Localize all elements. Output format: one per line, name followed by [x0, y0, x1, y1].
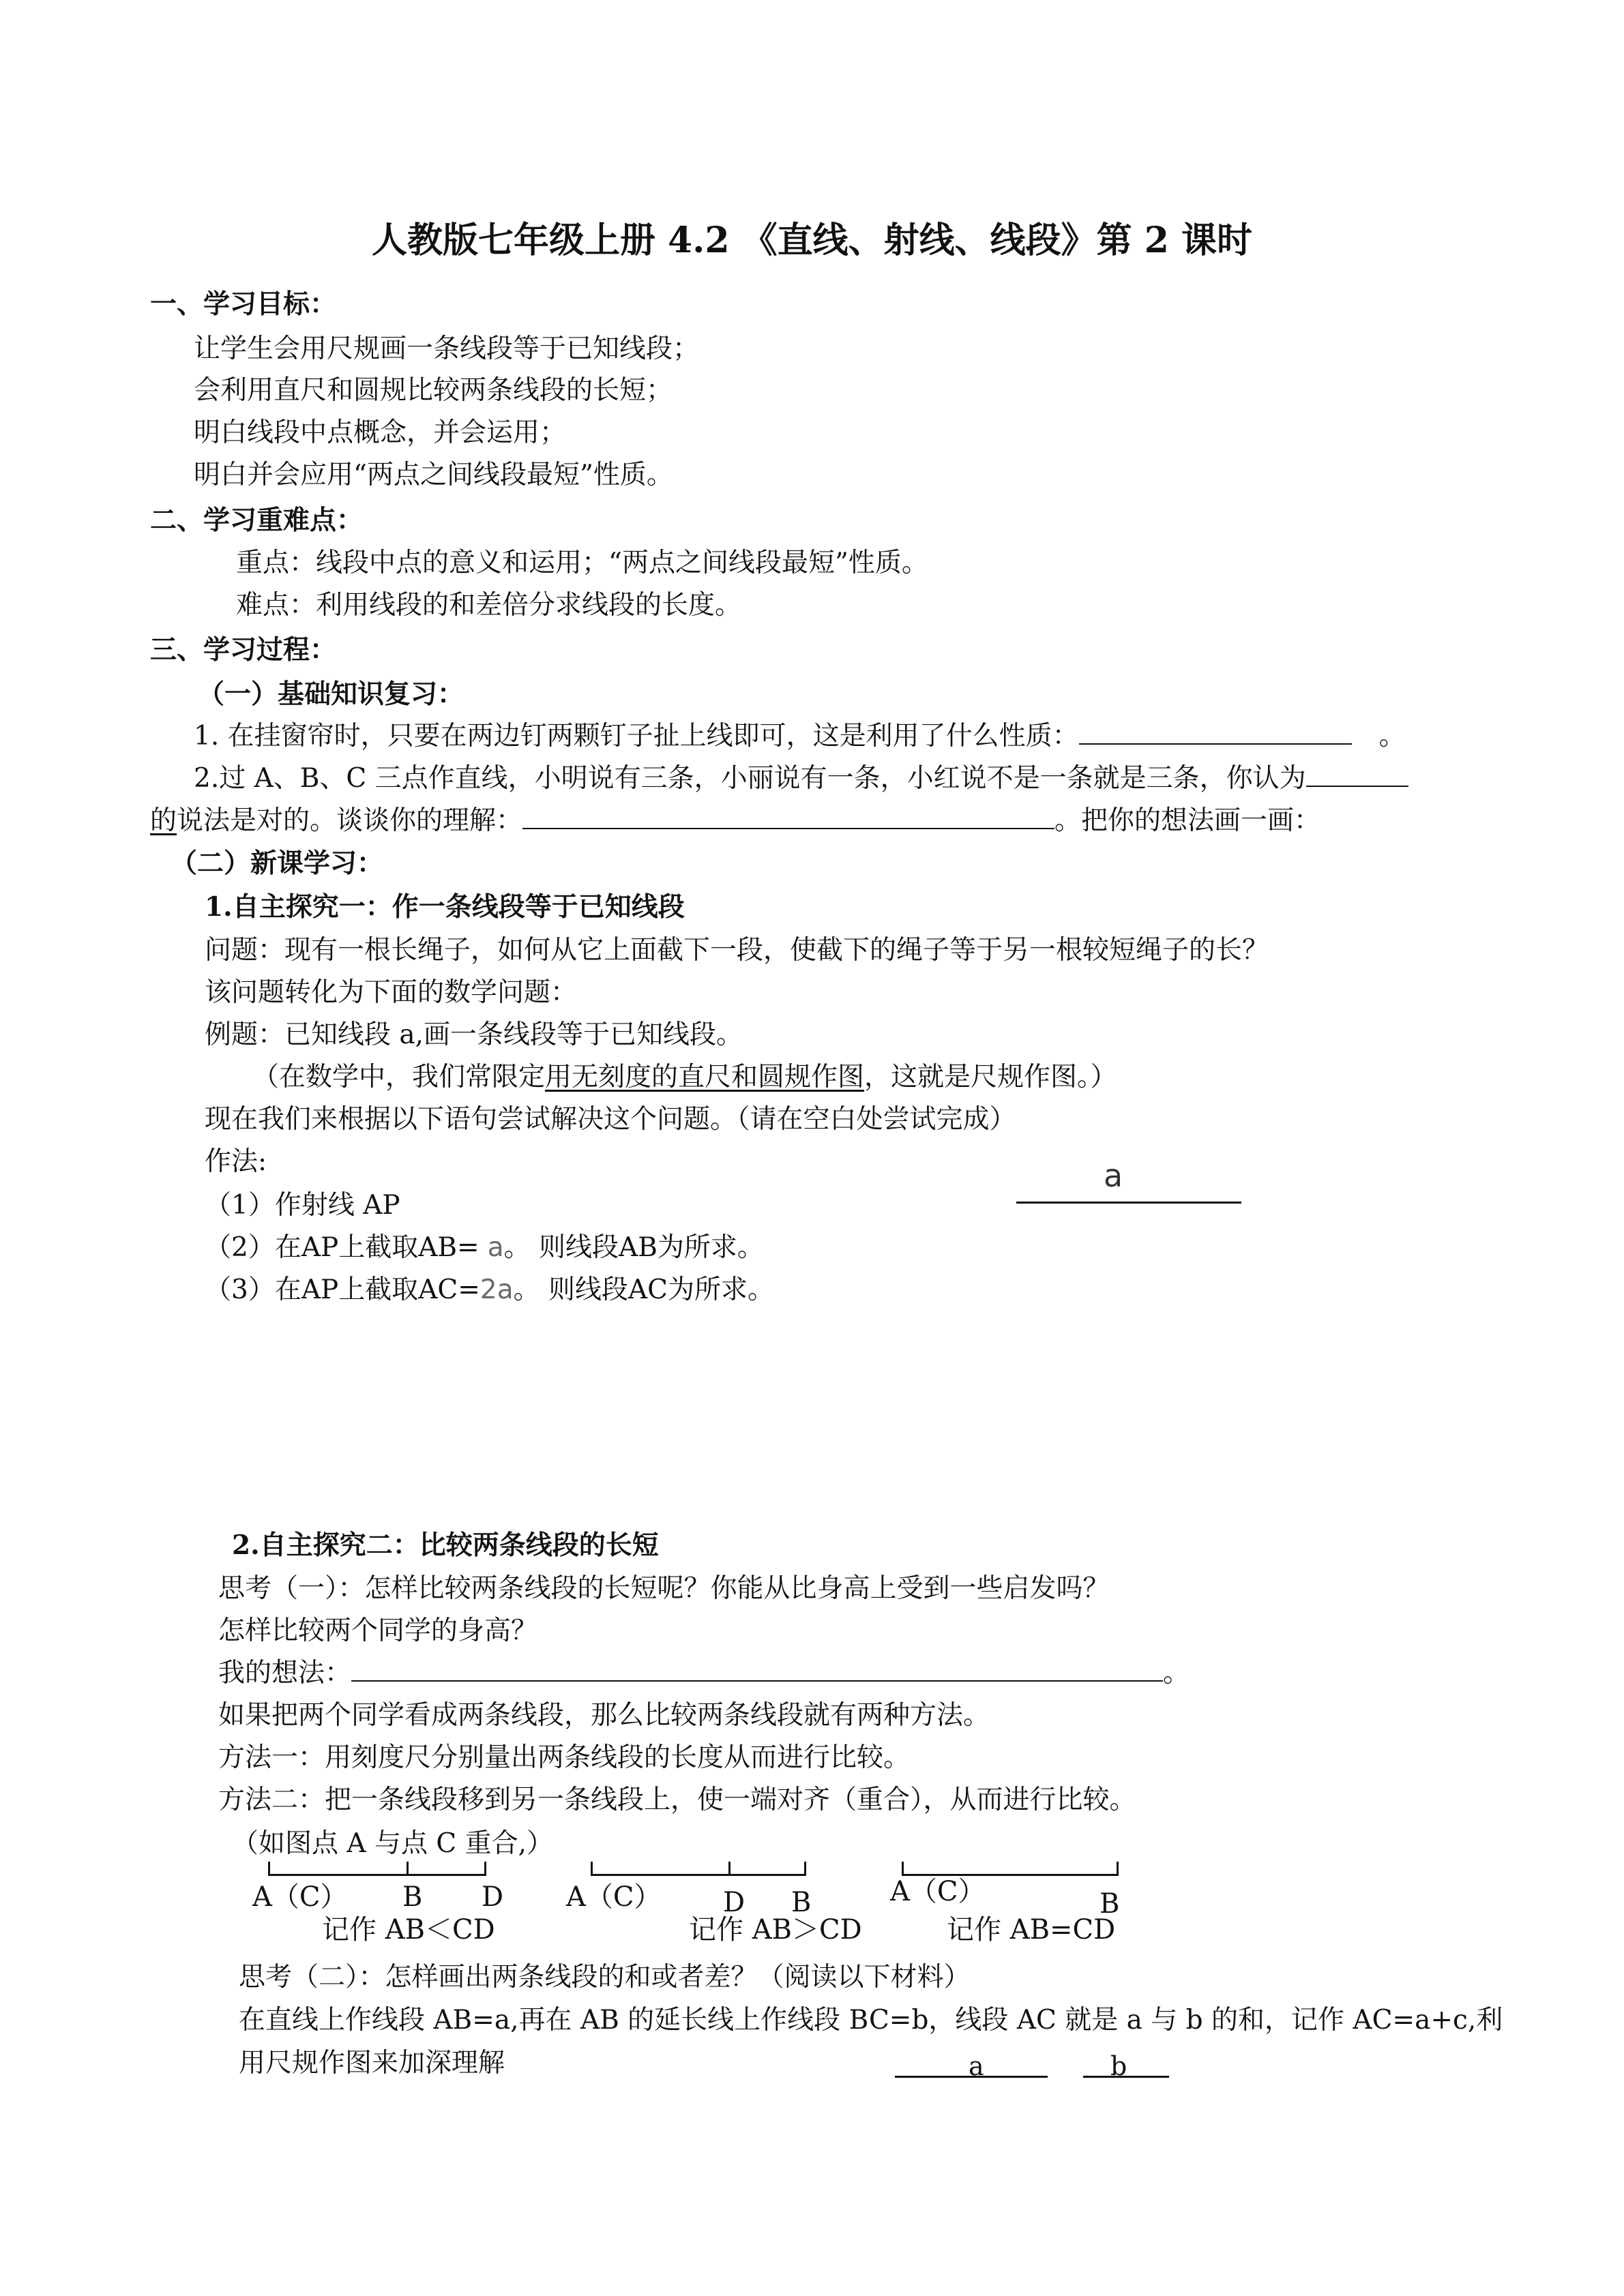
question-1 — [194, 717, 1406, 756]
key-point-text: 重点：线段中点的意义和运用；“两点之间线段最短”性质。 — [236, 548, 928, 578]
label-a-c: A（C） — [566, 1881, 662, 1913]
segment-a-label: a — [969, 2051, 984, 2081]
my-idea-label: 我的想法： — [218, 1658, 352, 1688]
difficulty-text: 难点：利用线段的和差倍分求线段的长度。 — [236, 590, 742, 621]
method-1-text: 方法一：用刻度尺分别量出两条线段的长度从而进行比较。 — [218, 1742, 911, 1773]
my-idea — [218, 1654, 1190, 1693]
explore1-note — [252, 1058, 1117, 1097]
material-line-2: 用尺规作图来加深理解 — [239, 2048, 505, 2078]
section-heading-keypoints: 二、学习重难点： — [150, 505, 364, 536]
two-methods-text: 如果把两个同学看成两条线段，那么比较两条线段就有两种方法。 — [218, 1700, 990, 1731]
explore1-convert: 该问题转化为下面的数学问题： — [205, 977, 578, 1008]
think1-text: 思考（一）：怎样比较两条线段的长短呢？你能从比身高上受到一些启发吗？ — [218, 1573, 1110, 1604]
answer-blank-2b[interactable] — [522, 802, 1054, 829]
tick-d — [484, 1862, 486, 1875]
segment-b — [1083, 2076, 1169, 2078]
step-3 — [205, 1271, 774, 1309]
segment-cd — [268, 1874, 486, 1876]
my-idea-end: 。 — [1163, 1658, 1190, 1688]
step-3-var: 2a — [479, 1274, 514, 1305]
label-b: B — [791, 1887, 812, 1918]
caption-ab-equal-cd: 记作 AB=CD — [947, 1914, 1116, 1945]
think2-text: 思考（二）：怎样画出两条线段的和或者差？（阅读以下材料） — [239, 1962, 971, 1993]
label-d: D — [482, 1881, 504, 1913]
question-1-text: 1. 在挂窗帘时，只要在两边钉两颗钉子扯上线即可，这是利用了什么性质： — [194, 721, 1079, 751]
height-question: 怎样比较两个同学的身高？ — [218, 1615, 538, 1646]
question-2 — [194, 760, 1408, 798]
note-prefix: （在数学中，我们常限定 — [252, 1062, 546, 1092]
goal-item: 让学生会用尺规画一条线段等于已知线段； — [194, 333, 700, 364]
segment-ab — [591, 1874, 806, 1876]
section-heading-goals: 一、学习目标： — [150, 288, 337, 320]
step-1: （1）作射线 AP — [205, 1190, 400, 1221]
segment-a — [895, 2076, 1048, 2078]
note-underline: 用无刻度的直尺和圆规作图 — [545, 1062, 865, 1092]
question-2-prefix: 的 — [150, 805, 177, 836]
caption-ab-less-cd: 记作 AB＜CD — [322, 1914, 495, 1945]
label-a-c: A（C） — [252, 1881, 348, 1913]
explore1-example: 例题：已知线段 a,画一条线段等于已知线段。 — [205, 1019, 743, 1050]
step-3-suffix: 。 则线段AC为所求。 — [513, 1274, 775, 1305]
figure-note: （如图点 A 与点 C 重合,） — [232, 1828, 553, 1859]
tick-a — [902, 1862, 904, 1875]
tick-b — [804, 1862, 806, 1875]
method-label: 作法: — [205, 1146, 267, 1177]
question-2-text: 2.过 A、B、C 三点作直线，小明说有三条，小丽说有一条，小红说不是一条就是三条，你认为 — [194, 763, 1306, 794]
caption-ab-greater-cd: 记作 AB＞CD — [689, 1914, 862, 1945]
method-2-text: 方法二：把一条线段移到另一条线段上，使一端对齐（重合），从而进行比较。 — [218, 1785, 1136, 1815]
explore1-try: 现在我们来根据以下语句尝试解决这个问题。（请在空白处尝试完成） — [205, 1104, 1016, 1135]
section-heading-process: 三、学习过程： — [150, 634, 337, 666]
new-lesson-heading: （二）新课学习： — [171, 848, 384, 879]
answer-blank-idea[interactable] — [351, 1654, 1163, 1682]
label-d: D — [723, 1887, 745, 1918]
tick-a — [591, 1862, 593, 1875]
question-2-end: 。把你的想法画一画： — [1054, 805, 1321, 836]
material-line-1: 在直线上作线段 AB=a,再在 AB 的延长线上作线段 BC=b，线段 AC 就是 a 与 b 的和，记作 AC=a+c,利 — [239, 2005, 1503, 2036]
segment-a-label: a — [1104, 1157, 1123, 1194]
question-2-mid: 说法是对的。谈谈你的理解： — [177, 805, 523, 836]
label-a-c: A（C） — [890, 1876, 986, 1907]
step-2-var: a — [487, 1232, 504, 1263]
page-title: 人教版七年级上册 4.2 《直线、射线、线段》第 2 课时 — [371, 220, 1253, 261]
step-3-prefix: （3）在AP上截取AC= — [205, 1274, 480, 1305]
review-heading: （一）基础知识复习： — [198, 679, 464, 710]
goal-item: 明白线段中点概念，并会运用； — [194, 417, 567, 448]
step-2 — [205, 1229, 764, 1267]
tick-b — [1117, 1862, 1119, 1875]
goal-item: 明白并会应用“两点之间线段最短”性质。 — [194, 460, 673, 490]
tick-a — [268, 1862, 270, 1875]
answer-blank-2a[interactable] — [1306, 760, 1408, 787]
explore2-heading: 2.自主探究二：比较两条线段的长短 — [232, 1530, 659, 1561]
label-b: B — [402, 1881, 423, 1913]
tick-d — [728, 1862, 730, 1875]
question-2-line2 — [150, 802, 1320, 840]
given-segment-a — [1016, 1202, 1241, 1204]
answer-blank-1[interactable] — [1079, 717, 1352, 745]
explore1-heading: 1.自主探究一：作一条线段等于已知线段 — [205, 891, 685, 923]
explore1-question: 问题：现有一根长绳子，如何从它上面截下一段，使截下的绳子等于另一根较短绳子的长？ — [205, 935, 1269, 966]
tick-b — [407, 1862, 409, 1875]
segment-b-label: b — [1110, 2051, 1127, 2081]
label-b: B — [1099, 1888, 1120, 1920]
goal-item: 会利用直尺和圆规比较两条线段的长短； — [194, 375, 673, 406]
step-2-suffix: 。 则线段AB为所求。 — [503, 1232, 764, 1263]
note-suffix: ，这就是尺规作图。） — [864, 1062, 1117, 1092]
step-2-prefix: （2）在AP上截取AB= — [205, 1232, 479, 1263]
question-1-end: 。 — [1378, 721, 1406, 751]
